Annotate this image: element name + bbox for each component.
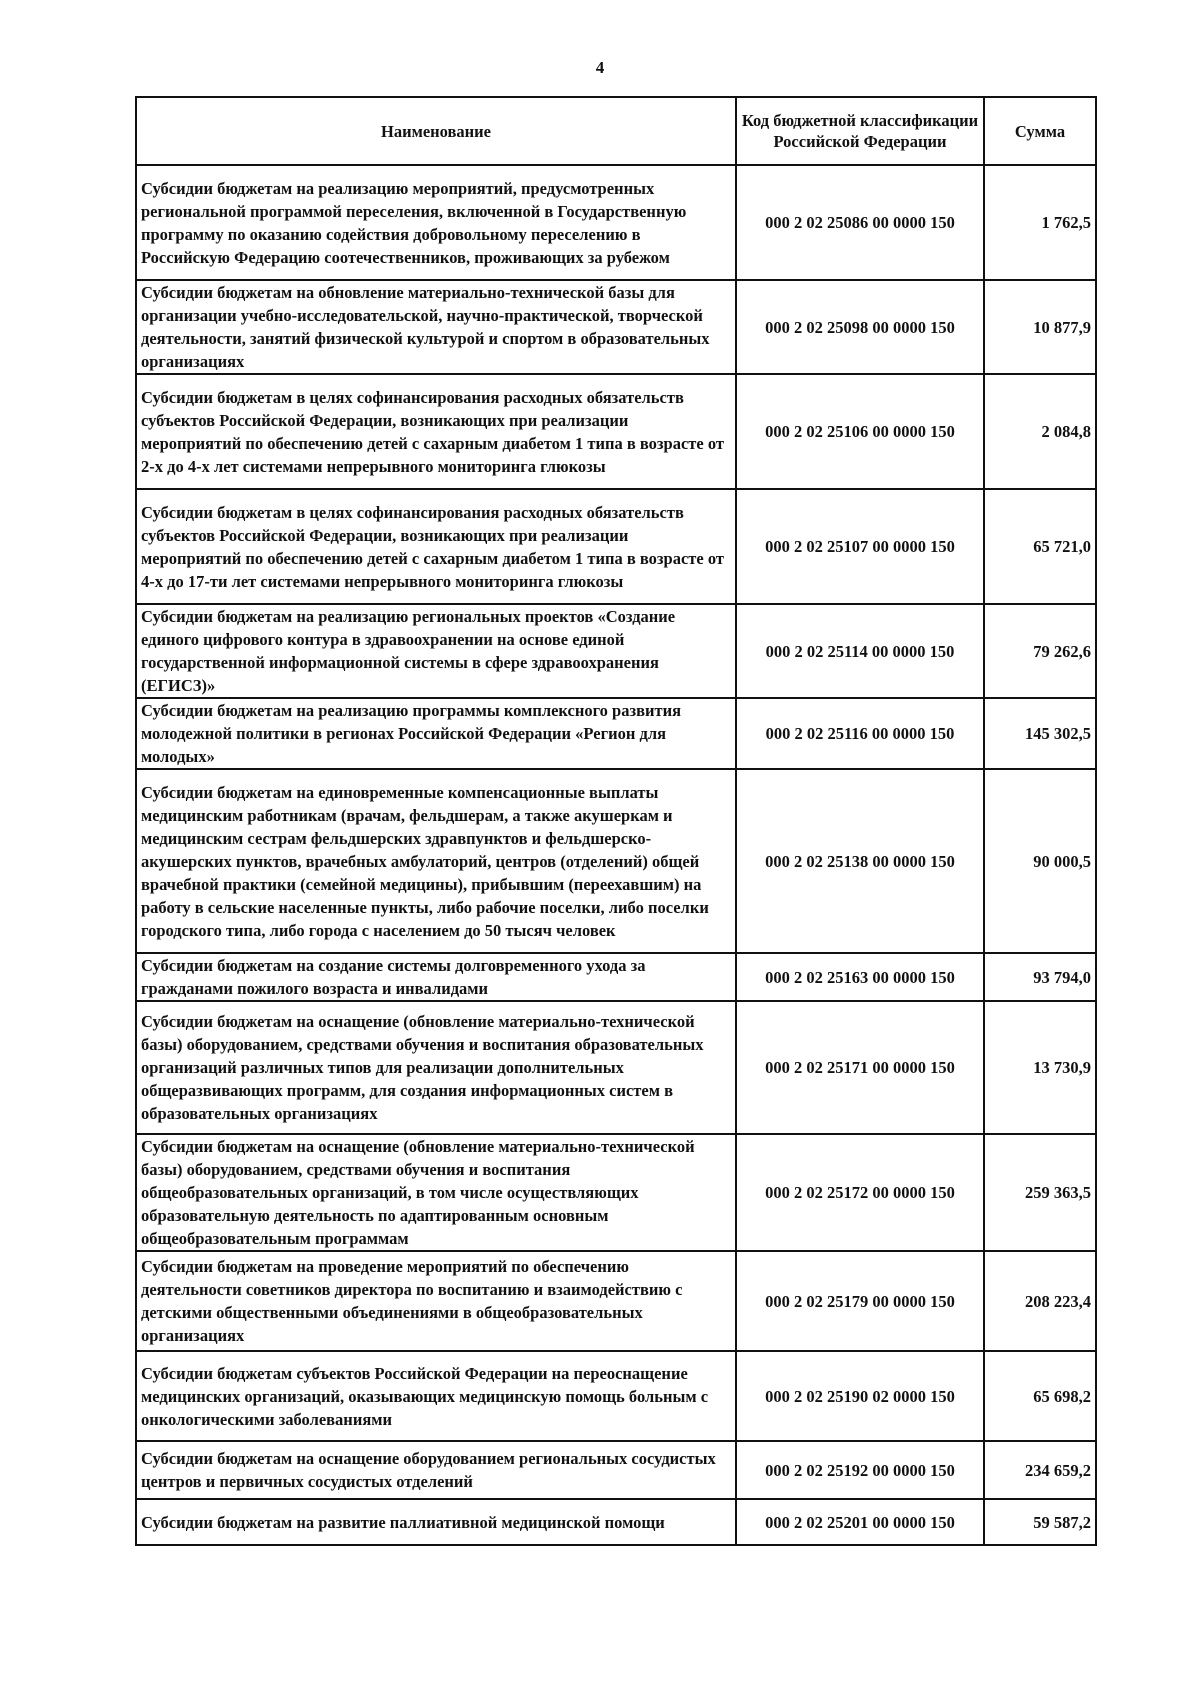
- table-row: [136, 1134, 1096, 1251]
- table-row: [136, 698, 1096, 769]
- row-code: 000 2 02 25179 00 0000 150: [736, 1251, 984, 1351]
- row-code: 000 2 02 25190 02 0000 150: [736, 1351, 984, 1441]
- row-sum: 259 363,5: [984, 1134, 1096, 1251]
- row-name: Субсидии бюджетам в целях софинансирования расходных обязательств субъектов Российской Федерации, возникающих при реализации мероприятий по обеспечению детей с сахарным диабетом 1 типа в возрасте от 4-х до 17-ти лет системами непрерывного мониторинга глюкозы: [136, 489, 736, 604]
- table-row: [136, 1001, 1096, 1134]
- table-row: [136, 1251, 1096, 1351]
- row-name: Субсидии бюджетам на оснащение оборудованием региональных сосудистых центров и первичных сосудистых отделений: [136, 1441, 736, 1499]
- table-row: [136, 1441, 1096, 1499]
- table-row: [136, 1351, 1096, 1441]
- table-row: [136, 769, 1096, 953]
- row-name: Субсидии бюджетам на проведение мероприятий по обеспечению деятельности советников директора по воспитанию и взаимодействию с детскими общественными объединениями в общеобразовательных организациях: [136, 1251, 736, 1351]
- page-number: 4: [595, 58, 605, 77]
- row-sum: 10 877,9: [984, 280, 1096, 374]
- table-row: [136, 604, 1096, 698]
- row-sum: 65 721,0: [984, 489, 1096, 604]
- row-name: Субсидии бюджетам на развитие паллиативной медицинской помощи: [136, 1499, 736, 1545]
- row-name: Субсидии бюджетам на реализацию мероприятий, предусмотренных региональной программой переселения, включенной в Государственную программу по оказанию содействия добровольному переселению в Российскую Федерацию соотечественников, проживающих за рубежом: [136, 165, 736, 280]
- row-sum: 90 000,5: [984, 769, 1096, 953]
- table-header-row: [136, 97, 1096, 165]
- row-name: Субсидии бюджетам на оснащение (обновление материально-технической базы) оборудованием, средствами обучения и воспитания общеобразовательных организаций, в том числе осуществляющих образовательную деятельность по адаптированным основным общеобразовательным программам: [136, 1134, 736, 1251]
- row-code: 000 2 02 25106 00 0000 150: [736, 374, 984, 489]
- row-code: 000 2 02 25172 00 0000 150: [736, 1134, 984, 1251]
- row-name: Субсидии бюджетам на оснащение (обновление материально-технической базы) оборудованием, средствами обучения и воспитания образовательных организаций различных типов для реализации дополнительных общеразвивающих программ, для создания информационных систем в образовательных организациях: [136, 1001, 736, 1134]
- row-sum: 234 659,2: [984, 1441, 1096, 1499]
- row-sum: 13 730,9: [984, 1001, 1096, 1134]
- row-name: Субсидии бюджетам в целях софинансирования расходных обязательств субъектов Российской Федерации, возникающих при реализации мероприятий по обеспечению детей с сахарным диабетом 1 типа в возрасте от 2-х до 4-х лет системами непрерывного мониторинга глюкозы: [136, 374, 736, 489]
- row-name: Субсидии бюджетам на реализацию программы комплексного развития молодежной политики в регионах Российской Федерации «Регион для молодых»: [136, 698, 736, 769]
- row-sum: 59 587,2: [984, 1499, 1096, 1545]
- row-name: Субсидии бюджетам на обновление материально-технической базы для организации учебно-исследовательской, научно-практической, творческой деятельности, занятий физической культурой и спортом в образовательных организациях: [136, 280, 736, 374]
- row-sum: 93 794,0: [984, 953, 1096, 1001]
- row-sum: 208 223,4: [984, 1251, 1096, 1351]
- header-code: Код бюджетной классификации Российской Федерации: [736, 97, 984, 165]
- row-code: 000 2 02 25086 00 0000 150: [736, 165, 984, 280]
- header-sum: Сумма: [984, 97, 1096, 165]
- row-sum: 65 698,2: [984, 1351, 1096, 1441]
- table-row: [136, 953, 1096, 1001]
- row-code: 000 2 02 25116 00 0000 150: [736, 698, 984, 769]
- table-row: [136, 280, 1096, 374]
- row-name: Субсидии бюджетам на реализацию региональных проектов «Создание единого цифрового контура в здравоохранении на основе единой государственной информационной системы в сфере здравоохранения (ЕГИСЗ)»: [136, 604, 736, 698]
- row-name: Субсидии бюджетам на создание системы долговременного ухода за гражданами пожилого возраста и инвалидами: [136, 953, 736, 1001]
- row-sum: 1 762,5: [984, 165, 1096, 280]
- table-row: [136, 489, 1096, 604]
- row-name: Субсидии бюджетам субъектов Российской Федерации на переоснащение медицинских организаций, оказывающих медицинскую помощь больным с онкологическими заболеваниями: [136, 1351, 736, 1441]
- budget-table: [135, 96, 1097, 1546]
- row-code: 000 2 02 25192 00 0000 150: [736, 1441, 984, 1499]
- table-row: [136, 1499, 1096, 1545]
- header-name: Наименование: [136, 97, 736, 165]
- row-sum: 79 262,6: [984, 604, 1096, 698]
- row-code: 000 2 02 25098 00 0000 150: [736, 280, 984, 374]
- row-code: 000 2 02 25201 00 0000 150: [736, 1499, 984, 1545]
- row-code: 000 2 02 25138 00 0000 150: [736, 769, 984, 953]
- row-code: 000 2 02 25171 00 0000 150: [736, 1001, 984, 1134]
- row-code: 000 2 02 25107 00 0000 150: [736, 489, 984, 604]
- table-row: [136, 165, 1096, 280]
- row-sum: 2 084,8: [984, 374, 1096, 489]
- row-sum: 145 302,5: [984, 698, 1096, 769]
- row-code: 000 2 02 25114 00 0000 150: [736, 604, 984, 698]
- table-row: [136, 374, 1096, 489]
- row-name: Субсидии бюджетам на единовременные компенсационные выплаты медицинским работникам (врачам, фельдшерам, а также акушеркам и медицинским сестрам фельдшерских здравпунктов и фельдшерско-акушерских пунктов, врачебных амбулаторий, центров (отделений) общей врачебной практики (семейной медицины), прибывшим (переехавшим) на работу в сельские населенные пункты, либо рабочие поселки, либо поселки городского типа, либо города с населением до 50 тысяч человек: [136, 769, 736, 953]
- row-code: 000 2 02 25163 00 0000 150: [736, 953, 984, 1001]
